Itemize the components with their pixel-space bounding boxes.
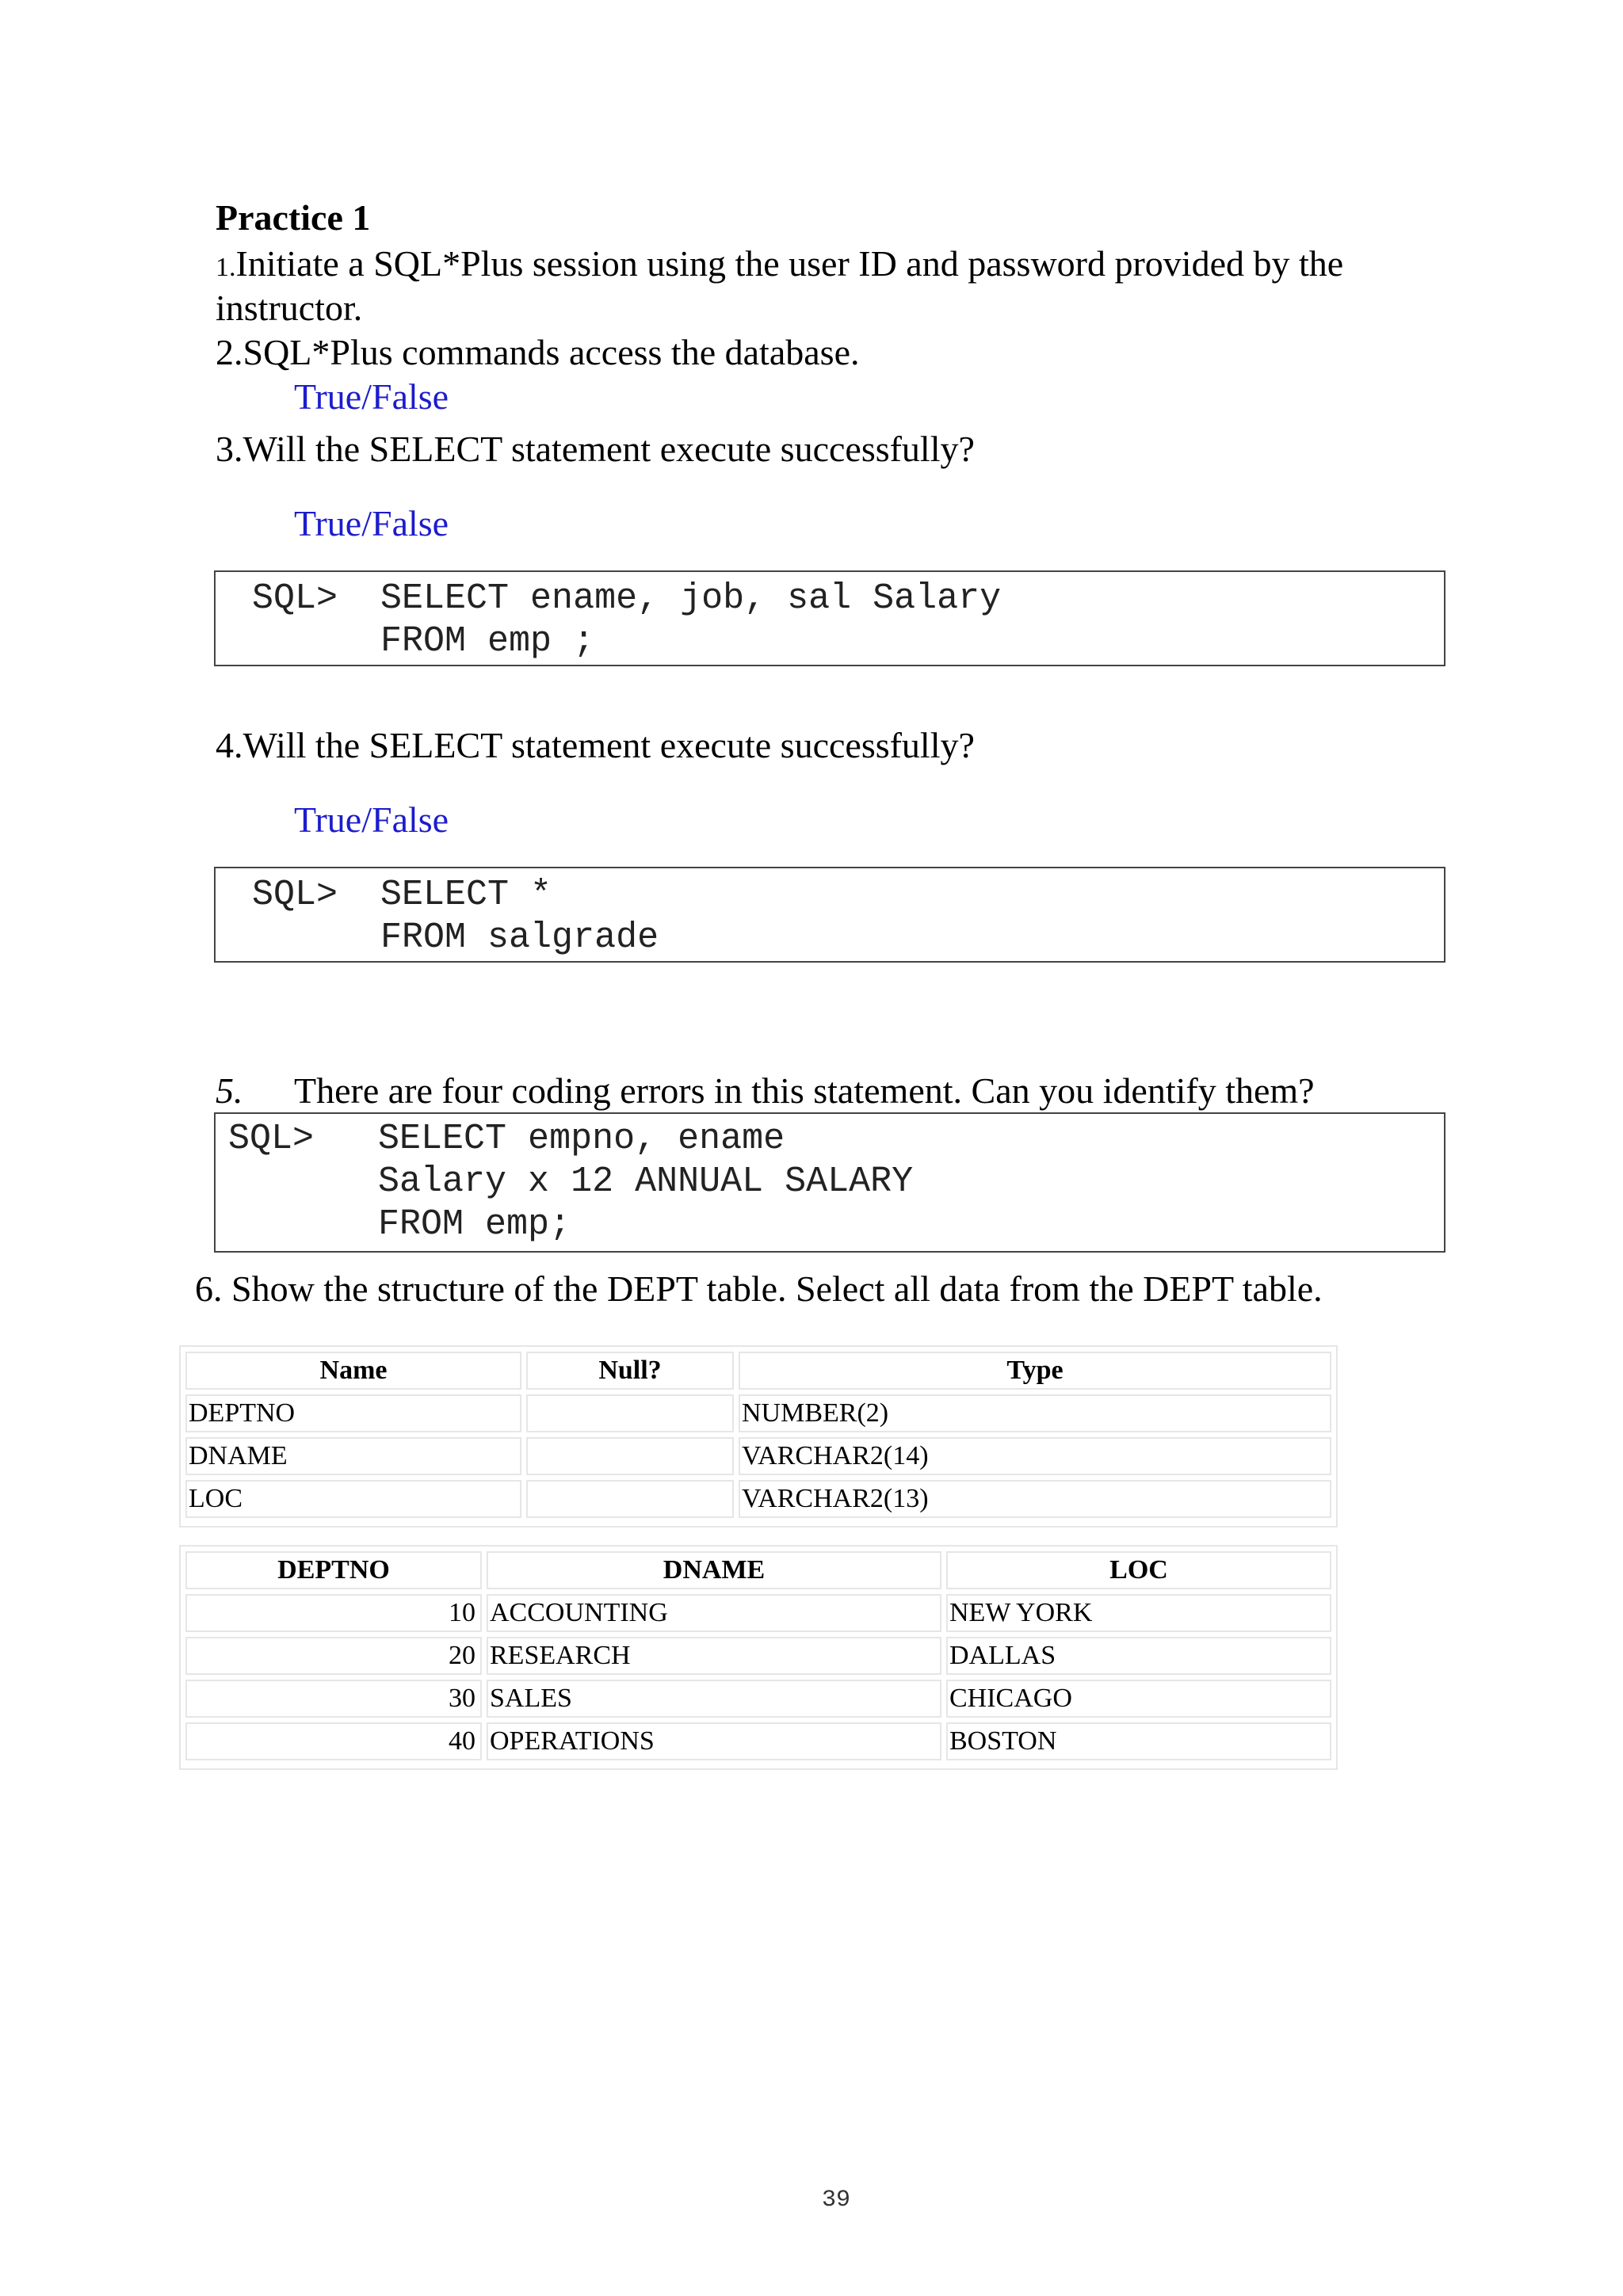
question-3-code-box — [214, 570, 1445, 666]
table-cell: RESEARCH — [487, 1637, 941, 1675]
table-cell: OPERATIONS — [487, 1722, 941, 1760]
question-1-line-1: Initiate a SQL*Plus session using the user ID and password provided by the — [235, 243, 1344, 284]
code-line: SQL> SELECT * — [252, 875, 552, 915]
question-3-text: 3.Will the SELECT statement execute successfully? — [216, 429, 975, 469]
question-2-answer: True/False — [294, 376, 449, 417]
question-1 — [216, 242, 1343, 284]
question-5-text: There are four coding errors in this statement. Can you identify them? — [294, 1070, 1315, 1111]
question-4-text: 4.Will the SELECT statement execute successfully? — [216, 725, 975, 765]
table-cell: BOSTON — [946, 1722, 1331, 1760]
question-4-answer: True/False — [294, 799, 449, 840]
table-cell: 30 — [185, 1680, 482, 1718]
question-3-answer: True/False — [294, 503, 449, 543]
question-4-code-box — [214, 867, 1445, 963]
code-line: SQL> SELECT empno, ename — [228, 1119, 785, 1159]
table-cell: NUMBER(2) — [739, 1394, 1331, 1432]
code-line: Salary x 12 ANNUAL SALARY — [228, 1161, 914, 1202]
code-line: FROM salgrade — [252, 917, 659, 958]
table-cell: LOC — [185, 1480, 521, 1518]
code-line: FROM emp ; — [252, 621, 595, 662]
code-line: FROM emp; — [228, 1204, 571, 1245]
table-cell: 10 — [185, 1594, 482, 1632]
table-cell — [526, 1394, 734, 1432]
question-5-number: 5. — [216, 1070, 243, 1111]
table-header-cell: DNAME — [487, 1551, 941, 1589]
table-cell: VARCHAR2(14) — [739, 1437, 1331, 1475]
code-line: SQL> SELECT ename, job, sal Salary — [252, 578, 1002, 619]
question-6-text: 6. Show the structure of the DEPT table. Select all data from the DEPT table. — [195, 1268, 1323, 1309]
table-cell — [526, 1437, 734, 1475]
table-header-cell: LOC — [946, 1551, 1331, 1589]
question-5-code-box — [214, 1112, 1445, 1253]
practice-heading: Practice 1 — [216, 197, 371, 238]
table-header-cell: Type — [739, 1352, 1331, 1390]
table-cell — [526, 1480, 734, 1518]
table-cell: 20 — [185, 1637, 482, 1675]
table-cell: 40 — [185, 1722, 482, 1760]
question-1-number: 1. — [216, 253, 236, 282]
page-number: 39 — [821, 2187, 850, 2214]
table-cell: VARCHAR2(13) — [739, 1480, 1331, 1518]
table-cell: SALES — [487, 1680, 941, 1718]
table-cell: DALLAS — [946, 1637, 1331, 1675]
question-1-line-2: instructor. — [216, 288, 363, 328]
table-cell: CHICAGO — [946, 1680, 1331, 1718]
table-cell: DNAME — [185, 1437, 521, 1475]
table-cell: ACCOUNTING — [487, 1594, 941, 1632]
table-header-cell: DEPTNO — [185, 1551, 482, 1589]
table-header-cell: Name — [185, 1352, 521, 1390]
table-cell: NEW YORK — [946, 1594, 1331, 1632]
question-2-text: 2.SQL*Plus commands access the database. — [216, 332, 860, 372]
table-cell: DEPTNO — [185, 1394, 521, 1432]
table-header-cell: Null? — [526, 1352, 734, 1390]
